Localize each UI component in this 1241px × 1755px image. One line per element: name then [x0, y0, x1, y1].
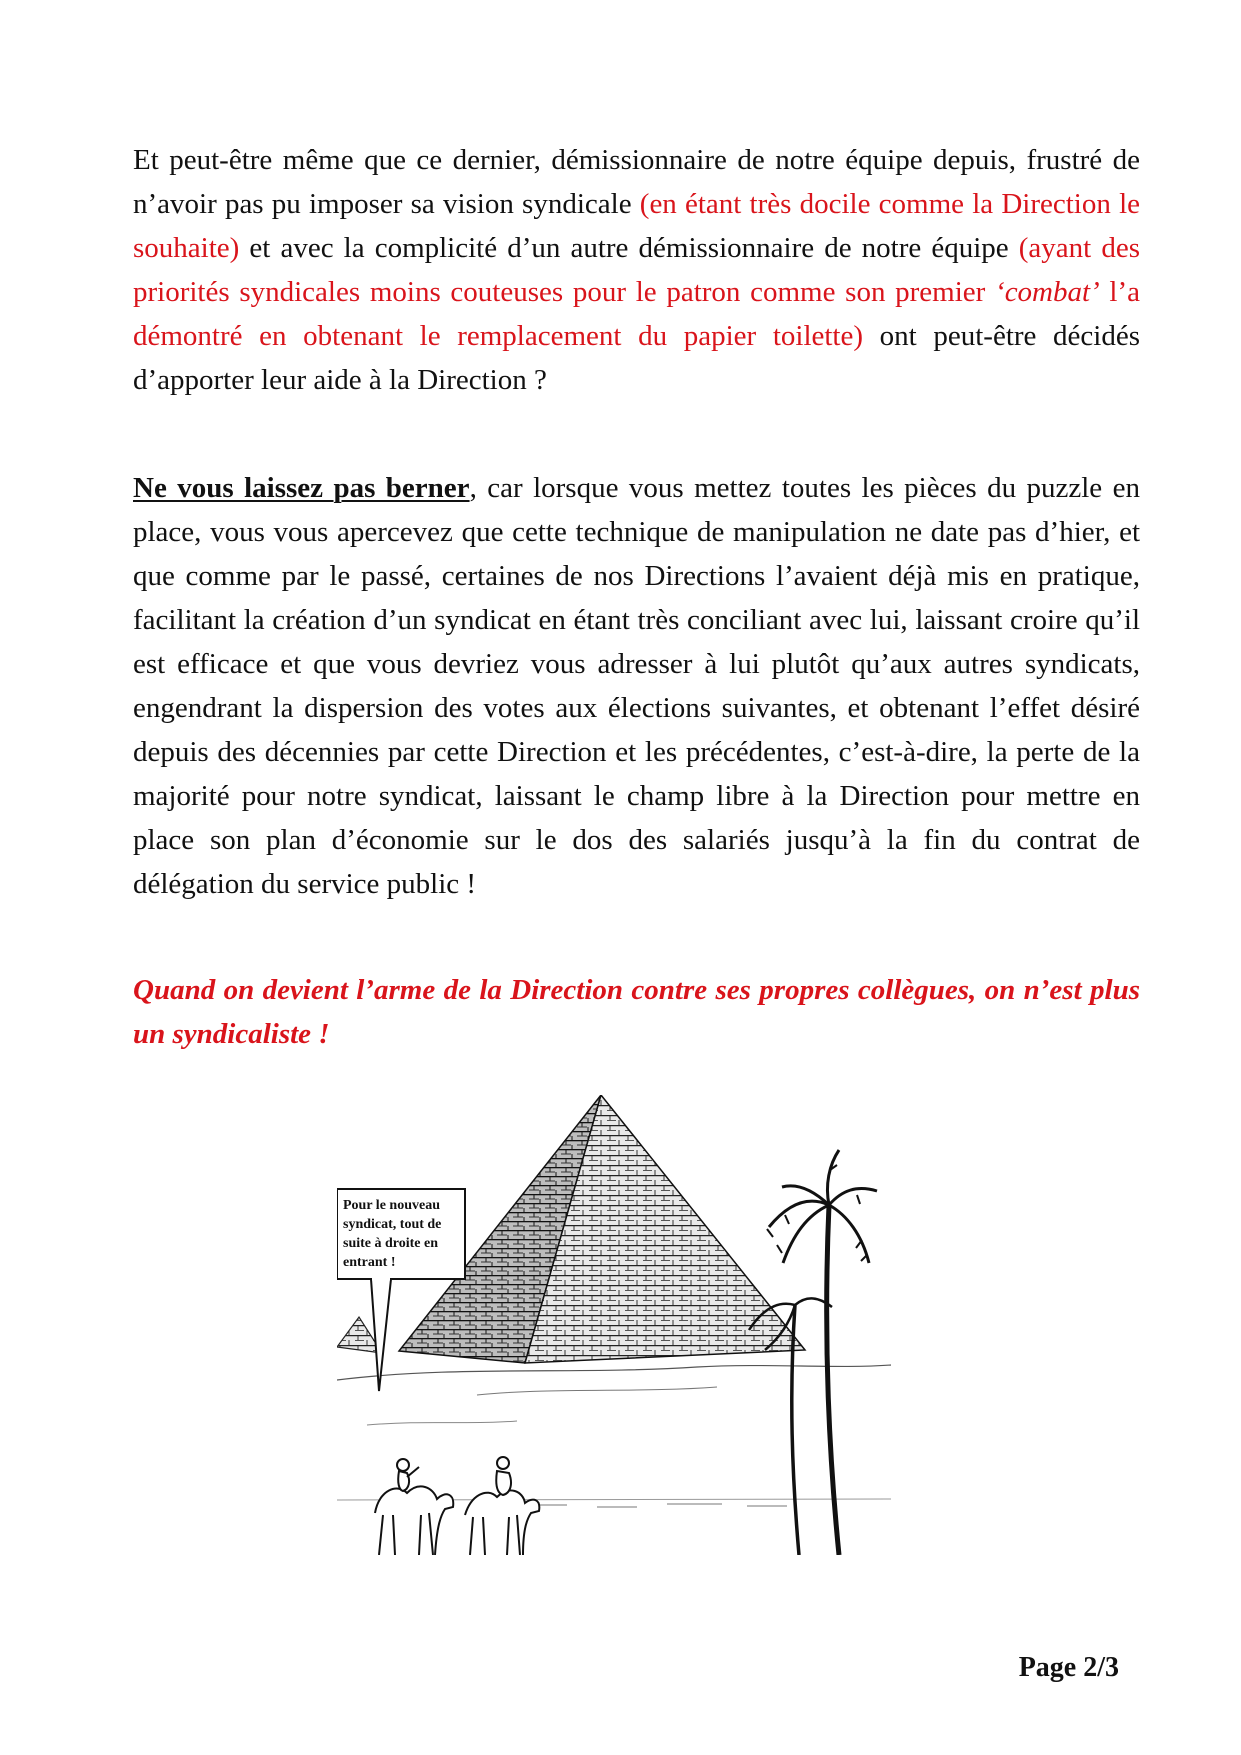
paragraph-2-lead: Ne vous laissez pas berner	[133, 472, 470, 504]
paragraph-1-aside-2-before: (ayant des priorités syndicales moins couteuses pour le patron comme son premier	[133, 232, 1140, 308]
speech-bubble-text: Pour le nouveau syndicat, tout de suite à droite en entrant !	[343, 1198, 442, 1270]
desert-ground	[337, 1365, 891, 1380]
palm-tree	[767, 1150, 877, 1555]
camel-rider-left	[375, 1459, 453, 1555]
paragraph-1-middle: et avec la complicité d’un autre démissionnaire de notre équipe	[239, 232, 1019, 264]
paragraph-1-aside-1: (en étant très docile comme la Direction le souhaite)	[133, 188, 1140, 264]
paragraph-1-intro: Et peut-être même que ce dernier, démissionnaire de notre équipe depuis, frustré de n’avoir pas pu imposer sa vision syndicale	[133, 144, 1140, 220]
paragraph-1-outro: ont peut-être décidés d’apporter leur aide à la Direction ?	[133, 320, 1141, 396]
paragraph-1-aside-2-quote: ‘combat’	[995, 276, 1100, 308]
pyramid-cartoon	[337, 1095, 891, 1555]
paragraph-1	[133, 138, 1140, 402]
camel-rider-right	[465, 1457, 539, 1555]
page-number: Page 2/3	[1018, 1652, 1119, 1683]
paragraph-1-aside-2-after: l’a démontré en obtenant le remplacement du papier toilette)	[133, 276, 1140, 352]
closing-statement: Quand on devient l’arme de la Direction contre ses propres collègues, on n’est plus un syndicaliste !	[133, 974, 1140, 1050]
pyramid-right-face	[525, 1095, 805, 1363]
paragraph-2	[133, 466, 1140, 906]
paragraph-2-body: , car lorsque vous mettez toutes les pièces du puzzle en place, vous vous apercevez que cette technique de manipulation ne date pas d’hier, et que comme par le passé, certaines de nos Directions l’avaient déjà mis en pratique, facilitant la création d’un syndicat en étant très conciliant avec lui, laissant croire qu’il est efficace et que vous devriez vous adresser à lui plutôt qu’aux autres syndicats, engendrant la dispersion des votes aux élections suivantes, et obtenant l’effet désiré depuis des décennies par cette Direction et les précédentes, c’est-à-dire, la perte de la majorité pour notre syndicat, laissant le champ libre à la Direction pour mettre en place son plan d’économie sur le dos des salariés jusqu’à la fin du contrat de délégation du service public !	[133, 472, 1140, 900]
